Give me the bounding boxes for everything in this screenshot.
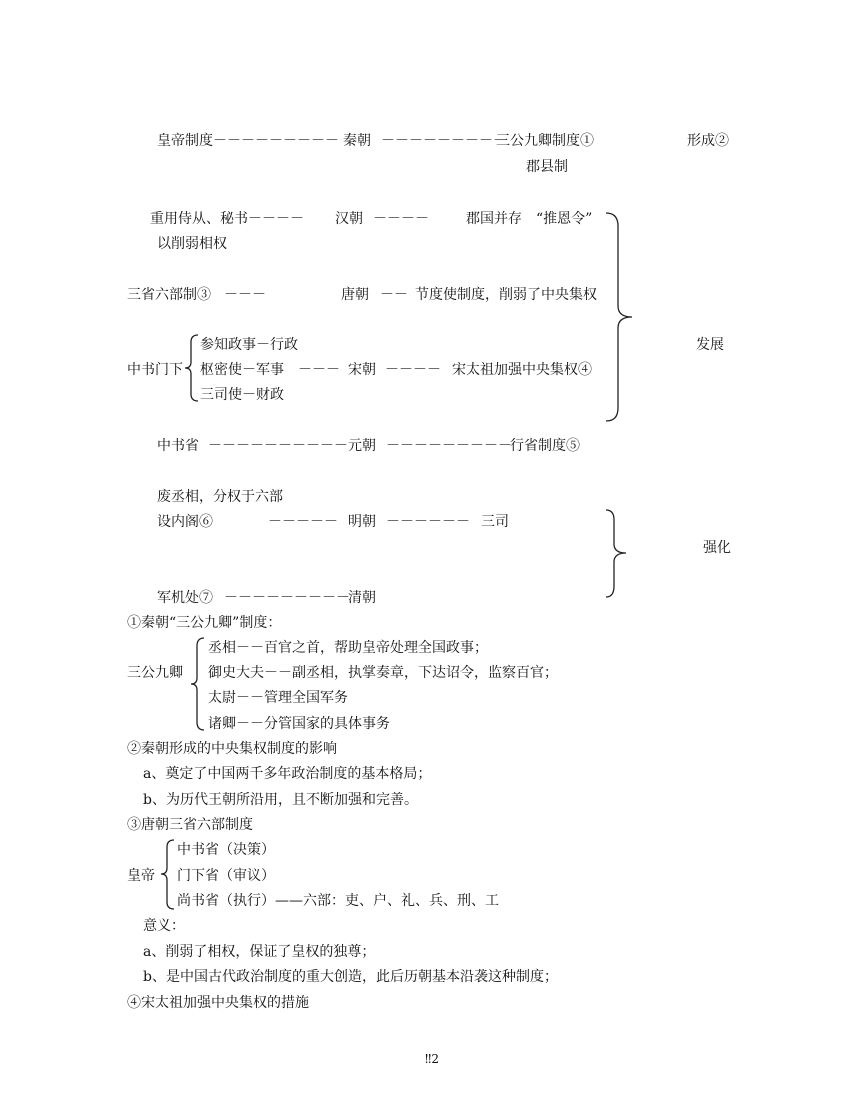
ming-right: 三司: [481, 514, 509, 530]
han-right: 郡国并存 “推恩令”: [466, 211, 593, 227]
ming-left: 设内阁⑥: [157, 514, 213, 530]
stage-strengthen-label: 强化: [703, 540, 731, 556]
note3-label: 皇帝: [127, 868, 155, 884]
song-item: 三司使－财政: [200, 387, 284, 403]
tang-left: 三省六部制③: [127, 287, 211, 303]
stage-form-label: 形成②: [687, 133, 729, 149]
song-dynasty: 宋朝: [348, 362, 376, 378]
note3-meaning-item: b、是中国古代政治制度的重大创造，此后历朝基本沿袭这种制度；: [143, 969, 558, 985]
song-dash1: －－－: [298, 362, 340, 378]
song-right: 宋太祖加强中央集权④: [452, 362, 592, 378]
note1-item: 御史大夫－－副丞相，执掌奏章，下达诏令，监察百官；: [208, 665, 558, 681]
qin-sub: 郡县制: [526, 159, 568, 175]
note2-title: ②秦朝形成的中央集权制度的影响: [127, 741, 337, 757]
han-dynasty: 汉朝: [335, 211, 363, 227]
ming-pre: 废丞相，分权于六部: [157, 489, 283, 505]
note1-title: ①秦朝“三公九卿”制度：: [127, 615, 282, 631]
qin-right: 三公九卿制度①: [496, 133, 594, 149]
song-dash2: －－－－: [385, 362, 441, 378]
strengthen-brace: [600, 508, 636, 600]
yuan-dynasty: 元朝: [348, 438, 376, 454]
stage-develop-label: 发展: [696, 337, 724, 353]
qin-dynasty: 秦朝: [343, 133, 371, 149]
song-label: 中书门下: [127, 362, 183, 378]
note2-item: b、为历代王朝所沿用，且不断加强和完善。: [143, 792, 418, 808]
song-item: 参知政事－行政: [200, 337, 298, 353]
note3-meaning: 意义：: [143, 918, 185, 934]
yuan-right: 行省制度⑤: [510, 438, 580, 454]
yuan-dash1: －－－－－－－－－－: [208, 438, 348, 454]
han-sub: 以削弱相权: [157, 236, 227, 252]
note1-item: 太尉－－管理全国军务: [208, 690, 348, 706]
qing-left: 军机处⑦: [157, 590, 213, 606]
note3-meaning-item: a、削弱了相权，保证了皇权的独尊；: [143, 944, 376, 960]
yuan-left: 中书省: [157, 438, 199, 454]
note4-title: ④宋太祖加强中央集权的措施: [127, 995, 309, 1011]
page-number: ‼2: [425, 1052, 439, 1066]
han-left: 重用侍从、秘书－－－－: [150, 211, 304, 227]
qing-dynasty: 清朝: [348, 590, 376, 606]
tang-dash2: －－: [380, 287, 408, 303]
note1-brace: [190, 636, 206, 732]
note3-item: 门下省（审议）: [177, 868, 275, 884]
qin-left: 皇帝制度－－－－－－－－－: [157, 133, 339, 149]
yuan-dash2: －－－－－－－－－: [386, 438, 512, 454]
note1-item: 诸卿－－分管国家的具体事务: [208, 716, 390, 732]
note3-brace: [160, 838, 176, 912]
ming-dynasty: 明朝: [348, 514, 376, 530]
note1-item: 丞相－－百官之首，帮助皇帝处理全国政事；: [208, 640, 488, 656]
develop-brace: [600, 210, 640, 425]
song-brace: [184, 333, 200, 403]
note1-label: 三公九卿: [127, 665, 183, 681]
ming-dash2: －－－－－－: [386, 514, 470, 530]
note3-item: 中书省（决策）: [177, 842, 275, 858]
qing-dash1: －－－－－－－－－: [224, 590, 350, 606]
note2-item: a、奠定了中国两千多年政治制度的基本格局；: [143, 766, 432, 782]
song-item: 枢密使－军事: [200, 362, 284, 378]
note3-title: ③唐朝三省六部制度: [127, 817, 253, 833]
han-dash: －－－－: [373, 211, 429, 227]
qin-dash: －－－－－－－－－: [381, 133, 507, 149]
tang-right: 节度使制度，削弱了中央集权: [415, 287, 597, 303]
ming-dash1: －－－－－: [268, 514, 338, 530]
tang-dynasty: 唐朝: [341, 287, 369, 303]
note3-item: 尚书省（执行）——六部：吏、户、礼、兵、刑、工: [177, 893, 499, 909]
tang-dash1: －－－: [224, 287, 266, 303]
